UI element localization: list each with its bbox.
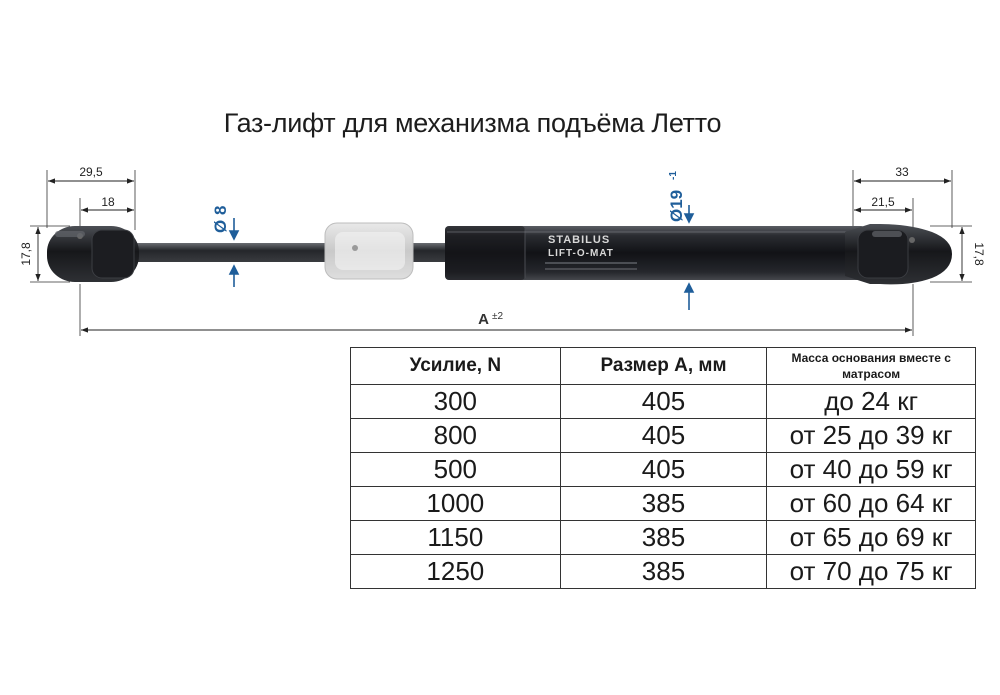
right-end-fitting (845, 224, 952, 284)
cell-force: 300 (351, 385, 561, 419)
cell-force: 1000 (351, 487, 561, 521)
cell-size: 405 (560, 453, 767, 487)
header-force: Усилие, N (351, 348, 561, 385)
header-size: Размер А, мм (560, 348, 767, 385)
cell-size: 405 (560, 419, 767, 453)
table-header-row (351, 348, 976, 385)
page-title: Газ-лифт для механизма подъёма Летто (223, 108, 722, 138)
brand-name: STABILUS (548, 234, 611, 246)
cell-force: 800 (351, 419, 561, 453)
table-row (351, 453, 976, 487)
cell-size: 405 (560, 385, 767, 419)
rod-diameter-label: Ø 8 (211, 205, 230, 233)
cell-mass: от 60 до 64 кг (767, 487, 976, 521)
cell-force: 1250 (351, 555, 561, 589)
dim-left-height: 17,8 (19, 242, 33, 266)
left-end-fitting (47, 226, 139, 282)
table-row (351, 385, 976, 419)
cell-force: 500 (351, 453, 561, 487)
table-row (351, 555, 976, 589)
force-table (350, 347, 976, 589)
cell-mass: от 70 до 75 кг (767, 555, 976, 589)
cell-mass: от 40 до 59 кг (767, 453, 976, 487)
cell-size: 385 (560, 521, 767, 555)
dim-left-inner: 18 (101, 195, 115, 209)
table-row (351, 487, 976, 521)
cell-mass: от 25 до 39 кг (767, 419, 976, 453)
cell-mass: от 65 до 69 кг (767, 521, 976, 555)
dim-right-outer: 33 (895, 165, 909, 179)
table-row (351, 419, 976, 453)
length-tolerance: ±2 (492, 311, 504, 322)
ghost-sleeve (325, 223, 413, 279)
gas-spring-diagram (0, 0, 1000, 345)
cell-size: 385 (560, 487, 767, 521)
dim-right-inner: 21,5 (871, 195, 895, 209)
cell-mass: до 24 кг (767, 385, 976, 419)
dim-right-height: 17,8 (972, 242, 986, 266)
table-row (351, 521, 976, 555)
cell-size: 385 (560, 555, 767, 589)
cylinder-diameter-label: Ø19 (667, 189, 686, 222)
cylinder-diameter-tolerance: -1 (668, 171, 679, 180)
cell-force: 1150 (351, 521, 561, 555)
length-label: A (478, 311, 489, 328)
brand-model: LIFT-O-MAT (548, 248, 614, 259)
header-mass: Масса основания вместе с матрасом (767, 348, 976, 385)
dim-left-outer: 29,5 (79, 165, 103, 179)
gas-cylinder (445, 226, 865, 280)
